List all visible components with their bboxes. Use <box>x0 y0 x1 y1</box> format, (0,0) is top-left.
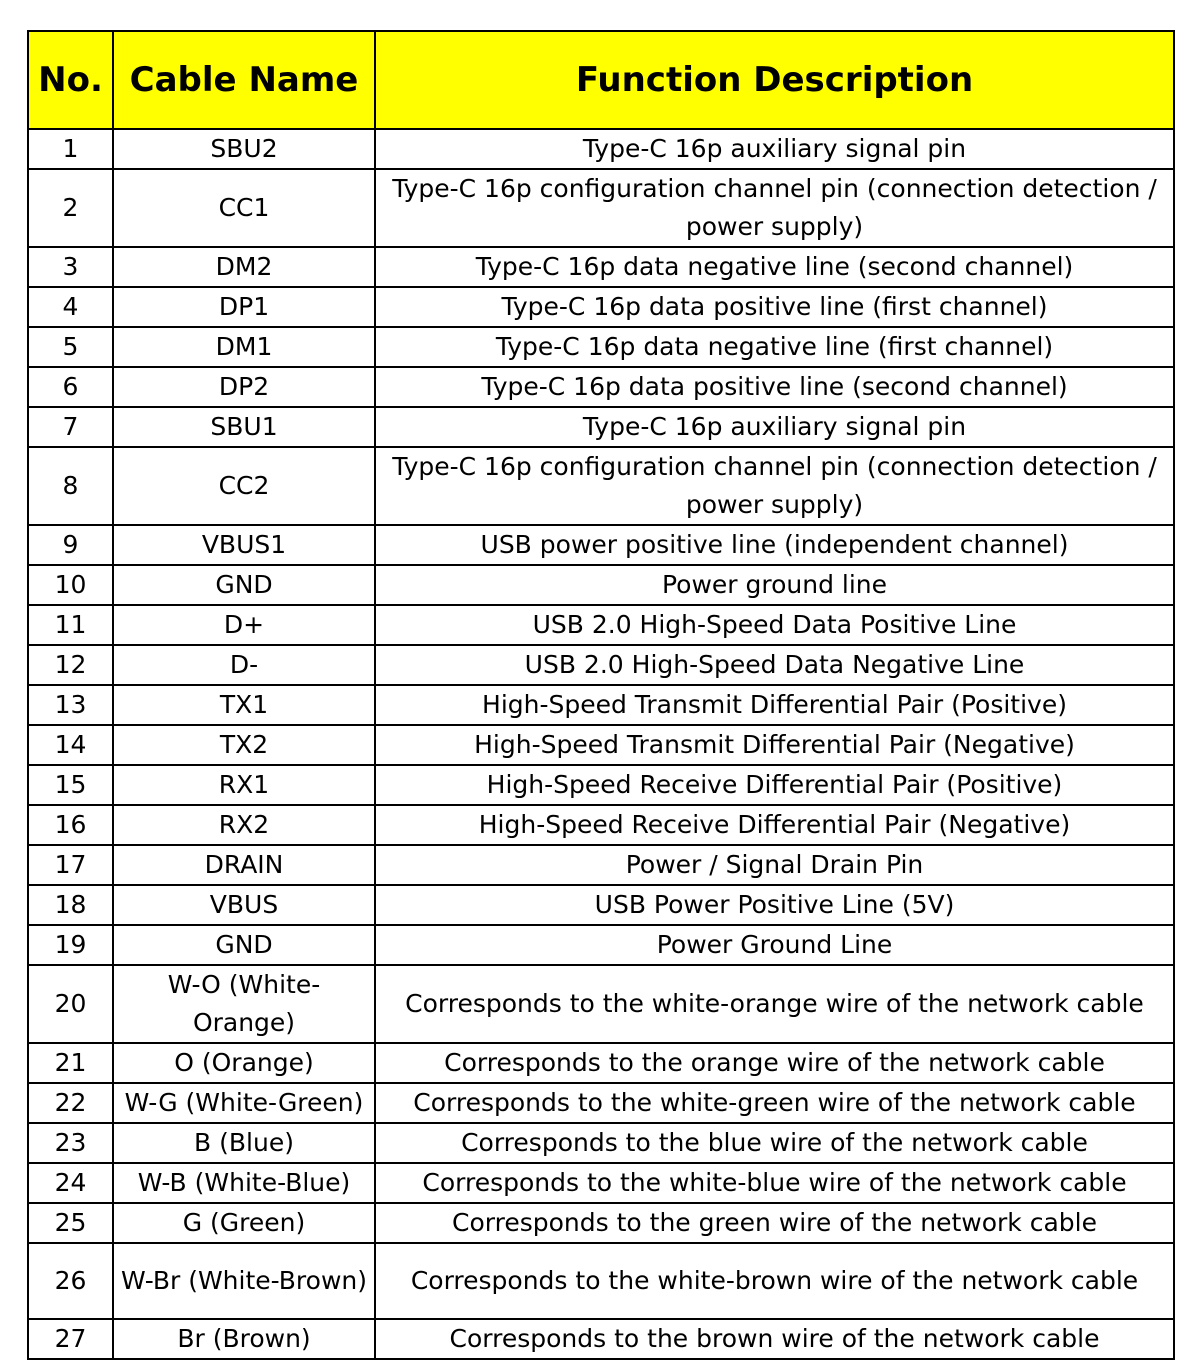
cell-cable-name: D- <box>113 645 375 685</box>
cell-cable-name: GND <box>113 925 375 965</box>
cell-no: 10 <box>28 565 113 605</box>
cell-cable-name: VBUS1 <box>113 525 375 565</box>
cell-function-description: Corresponds to the white-green wire of the network cable <box>375 1083 1174 1123</box>
table-row <box>28 407 1174 447</box>
cell-cable-name: RX2 <box>113 805 375 845</box>
cell-function-description: Power ground line <box>375 565 1174 605</box>
cell-no: 9 <box>28 525 113 565</box>
cell-function-description: USB Power Positive Line (5V) <box>375 885 1174 925</box>
cell-function-description: High-Speed Transmit Differential Pair (Positive) <box>375 685 1174 725</box>
table-row <box>28 169 1174 247</box>
cell-cable-name: DP1 <box>113 287 375 327</box>
cell-function-description: Corresponds to the brown wire of the network cable <box>375 1319 1174 1359</box>
cell-cable-name: W-Br (White-Brown) <box>113 1243 375 1319</box>
header-row <box>28 31 1174 129</box>
cell-cable-name: RX1 <box>113 765 375 805</box>
table-row <box>28 1319 1174 1359</box>
table-row <box>28 645 1174 685</box>
table-row <box>28 287 1174 327</box>
table-row <box>28 1203 1174 1243</box>
cell-no: 26 <box>28 1243 113 1319</box>
table-row <box>28 1163 1174 1203</box>
table-row <box>28 925 1174 965</box>
cell-no: 18 <box>28 885 113 925</box>
cell-function-description: Type-C 16p auxiliary signal pin <box>375 407 1174 447</box>
cell-function-description: USB 2.0 High-Speed Data Negative Line <box>375 645 1174 685</box>
cell-cable-name: TX1 <box>113 685 375 725</box>
cell-no: 27 <box>28 1319 113 1359</box>
cell-no: 16 <box>28 805 113 845</box>
cell-function-description: Corresponds to the white-brown wire of the network cable <box>375 1243 1174 1319</box>
table-row <box>28 327 1174 367</box>
cell-function-description: Type-C 16p configuration channel pin (connection detection / power supply) <box>375 447 1174 525</box>
cell-no: 3 <box>28 247 113 287</box>
cell-cable-name: W-B (White-Blue) <box>113 1163 375 1203</box>
cell-no: 24 <box>28 1163 113 1203</box>
table-row <box>28 885 1174 925</box>
table-row <box>28 965 1174 1043</box>
cell-function-description: Type-C 16p configuration channel pin (connection detection / power supply) <box>375 169 1174 247</box>
cell-function-description: Type-C 16p data negative line (first channel) <box>375 327 1174 367</box>
cell-no: 21 <box>28 1043 113 1083</box>
header-no: No. <box>28 31 113 129</box>
cell-no: 11 <box>28 605 113 645</box>
cell-no: 25 <box>28 1203 113 1243</box>
cell-no: 5 <box>28 327 113 367</box>
cell-cable-name: SBU1 <box>113 407 375 447</box>
table-row <box>28 247 1174 287</box>
table-row <box>28 765 1174 805</box>
cell-no: 15 <box>28 765 113 805</box>
cell-function-description: Type-C 16p data negative line (second channel) <box>375 247 1174 287</box>
cell-cable-name: TX2 <box>113 725 375 765</box>
cell-no: 14 <box>28 725 113 765</box>
cell-function-description: Corresponds to the green wire of the network cable <box>375 1203 1174 1243</box>
cell-function-description: Corresponds to the white-orange wire of the network cable <box>375 965 1174 1043</box>
table-row <box>28 685 1174 725</box>
table-row <box>28 845 1174 885</box>
cell-no: 6 <box>28 367 113 407</box>
table-row <box>28 1083 1174 1123</box>
cell-no: 12 <box>28 645 113 685</box>
cell-function-description: Corresponds to the orange wire of the network cable <box>375 1043 1174 1083</box>
cell-function-description: Type-C 16p data positive line (first channel) <box>375 287 1174 327</box>
table-body <box>28 129 1174 1359</box>
table-row <box>28 805 1174 845</box>
table-row <box>28 1123 1174 1163</box>
cell-no: 13 <box>28 685 113 725</box>
cell-cable-name: DM2 <box>113 247 375 287</box>
cell-cable-name: G (Green) <box>113 1203 375 1243</box>
cell-no: 1 <box>28 129 113 169</box>
cell-cable-name: SBU2 <box>113 129 375 169</box>
cell-cable-name: B (Blue) <box>113 1123 375 1163</box>
cell-cable-name: W-G (White-Green) <box>113 1083 375 1123</box>
table-header <box>28 31 1174 129</box>
cell-function-description: Corresponds to the blue wire of the network cable <box>375 1123 1174 1163</box>
cell-cable-name: GND <box>113 565 375 605</box>
cell-function-description: USB 2.0 High-Speed Data Positive Line <box>375 605 1174 645</box>
table-row <box>28 1243 1174 1319</box>
cell-no: 20 <box>28 965 113 1043</box>
header-function-description: Function Description <box>375 31 1174 129</box>
table-row <box>28 525 1174 565</box>
cell-function-description: High-Speed Receive Differential Pair (Negative) <box>375 805 1174 845</box>
cell-no: 23 <box>28 1123 113 1163</box>
cell-function-description: Corresponds to the white-blue wire of the network cable <box>375 1163 1174 1203</box>
cell-no: 8 <box>28 447 113 525</box>
table-row <box>28 565 1174 605</box>
cell-no: 22 <box>28 1083 113 1123</box>
table-row <box>28 367 1174 407</box>
cell-function-description: Power Ground Line <box>375 925 1174 965</box>
cell-function-description: USB power positive line (independent channel) <box>375 525 1174 565</box>
cell-cable-name: CC2 <box>113 447 375 525</box>
cell-cable-name: DM1 <box>113 327 375 367</box>
cell-cable-name: D+ <box>113 605 375 645</box>
table-row <box>28 1043 1174 1083</box>
cell-cable-name: Br (Brown) <box>113 1319 375 1359</box>
table-row <box>28 447 1174 525</box>
cell-cable-name: O (Orange) <box>113 1043 375 1083</box>
table-row <box>28 605 1174 645</box>
cell-no: 2 <box>28 169 113 247</box>
table-row <box>28 129 1174 169</box>
cell-no: 7 <box>28 407 113 447</box>
cell-cable-name: VBUS <box>113 885 375 925</box>
cell-function-description: Power / Signal Drain Pin <box>375 845 1174 885</box>
header-cable-name: Cable Name <box>113 31 375 129</box>
table-row <box>28 725 1174 765</box>
pin-definition-table <box>27 30 1175 1360</box>
cell-function-description: Type-C 16p data positive line (second channel) <box>375 367 1174 407</box>
cell-function-description: Type-C 16p auxiliary signal pin <box>375 129 1174 169</box>
cell-function-description: High-Speed Transmit Differential Pair (Negative) <box>375 725 1174 765</box>
cell-no: 17 <box>28 845 113 885</box>
cell-cable-name: DP2 <box>113 367 375 407</box>
cell-no: 4 <box>28 287 113 327</box>
cell-cable-name: CC1 <box>113 169 375 247</box>
cell-no: 19 <box>28 925 113 965</box>
cell-function-description: High-Speed Receive Differential Pair (Positive) <box>375 765 1174 805</box>
cell-cable-name: W-O (White-Orange) <box>113 965 375 1043</box>
cell-cable-name: DRAIN <box>113 845 375 885</box>
